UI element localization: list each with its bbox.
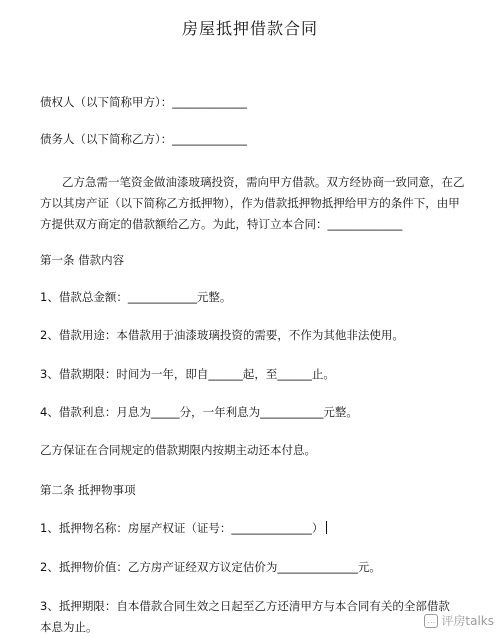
article1-item-purpose: 2、借款用途：本借款用于油漆玻璃投资的需要，不作为其他非法使用。 bbox=[40, 328, 404, 342]
repayment-guarantee: 乙方保证在合同规定的借款期限内按期主动还本付息。 bbox=[40, 443, 316, 457]
preamble-paragraph: 乙方急需一笔资金做油漆玻璃投资，需向甲方借款。双方经协商一致同意，在乙方以其房产证（以下简称乙方抵押物），作为借款抵押物抵押给甲方的条件下，由甲方提供双方商定的借款额给乙方。为此，特订立本合同：_____________ bbox=[40, 175, 465, 231]
article1-heading: 第一条 借款内容 bbox=[40, 253, 125, 267]
article1-item-interest: 4、借款利息：月息为_____分，一年利息为___________元整。 bbox=[40, 405, 358, 419]
document-title: 房屋抵押借款合同 bbox=[181, 19, 318, 38]
article2-item-name-text: 1、抵押物名称：房屋产权证（证号：______________） bbox=[40, 521, 324, 535]
article2-item-value: 2、抵押物价值：乙方房产证经双方议定估价为______________元。 bbox=[40, 560, 381, 574]
chat-bubble-icon: … bbox=[424, 614, 438, 628]
article2-item-name bbox=[40, 521, 327, 536]
article2-item-period: 3、抵押期限：自本借款合同生效之日起至乙方还清甲方与本合同有关的全部借款本息为止。 bbox=[40, 599, 450, 634]
text-cursor bbox=[326, 521, 327, 534]
watermark-text: 评房talks bbox=[441, 614, 494, 628]
article1-item-term: 3、借款期限：时间为一年，即自______起，至______止。 bbox=[40, 367, 335, 381]
debtor-line: 债务人（以下简称乙方）：_____________ bbox=[40, 132, 247, 146]
article1-item-amount: 1、借款总金额：____________元整。 bbox=[40, 290, 232, 304]
creditor-line: 债权人（以下简称甲方）：_____________ bbox=[40, 95, 247, 109]
article2-heading: 第二条 抵押物事项 bbox=[40, 483, 136, 497]
watermark bbox=[424, 612, 494, 629]
